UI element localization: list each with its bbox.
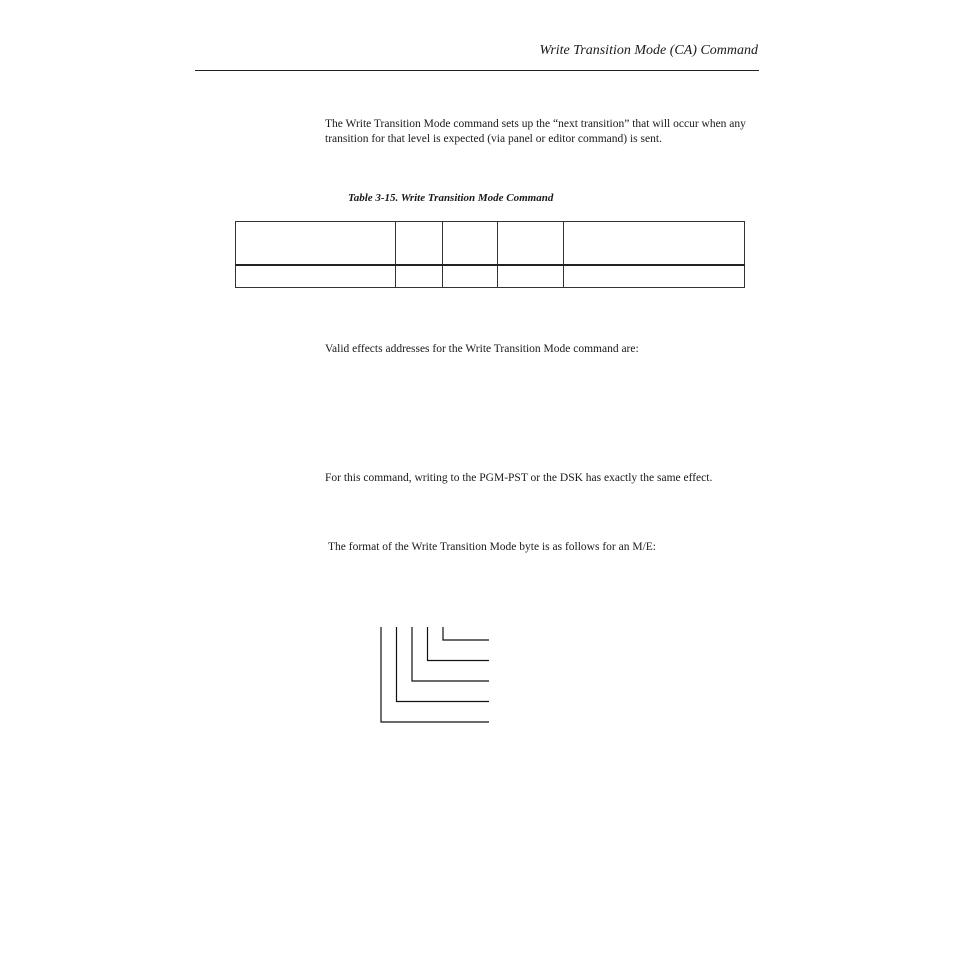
bit-leader-line-1 <box>428 627 490 661</box>
header-rule <box>195 70 759 71</box>
table-cell <box>564 265 745 288</box>
table-header-cell <box>396 222 443 266</box>
bit-layout-diagram <box>370 620 500 730</box>
table-cell <box>498 265 564 288</box>
format-paragraph: The format of the Write Transition Mode byte is as follows for an M/E: <box>328 541 656 553</box>
table-header-cell <box>443 222 498 266</box>
table-header-cell <box>236 222 396 266</box>
bit-leader-line-0 <box>443 627 489 640</box>
table-caption: Table 3-15. Write Transition Mode Command <box>348 192 554 204</box>
table-cell <box>396 265 443 288</box>
bit-leader-line-4 <box>381 627 489 722</box>
table-cell <box>443 265 498 288</box>
bit-leader-line-2 <box>412 627 489 681</box>
addresses-paragraph: Valid effects addresses for the Write Transition Mode command are: <box>325 343 639 355</box>
running-header-title: Write Transition Mode (CA) Command <box>539 43 758 58</box>
table-cell <box>236 265 396 288</box>
command-table <box>235 221 745 288</box>
note-paragraph: For this command, writing to the PGM-PST or the DSK has exactly the same effect. <box>325 472 713 484</box>
table-row <box>236 265 745 288</box>
table-header-cell <box>498 222 564 266</box>
table-header-row <box>236 222 745 266</box>
intro-paragraph: The Write Transition Mode command sets up the “next transition” that will occur when any transition for that level is expected (via panel or editor command) is sent. <box>325 118 746 145</box>
table-header-cell <box>564 222 745 266</box>
